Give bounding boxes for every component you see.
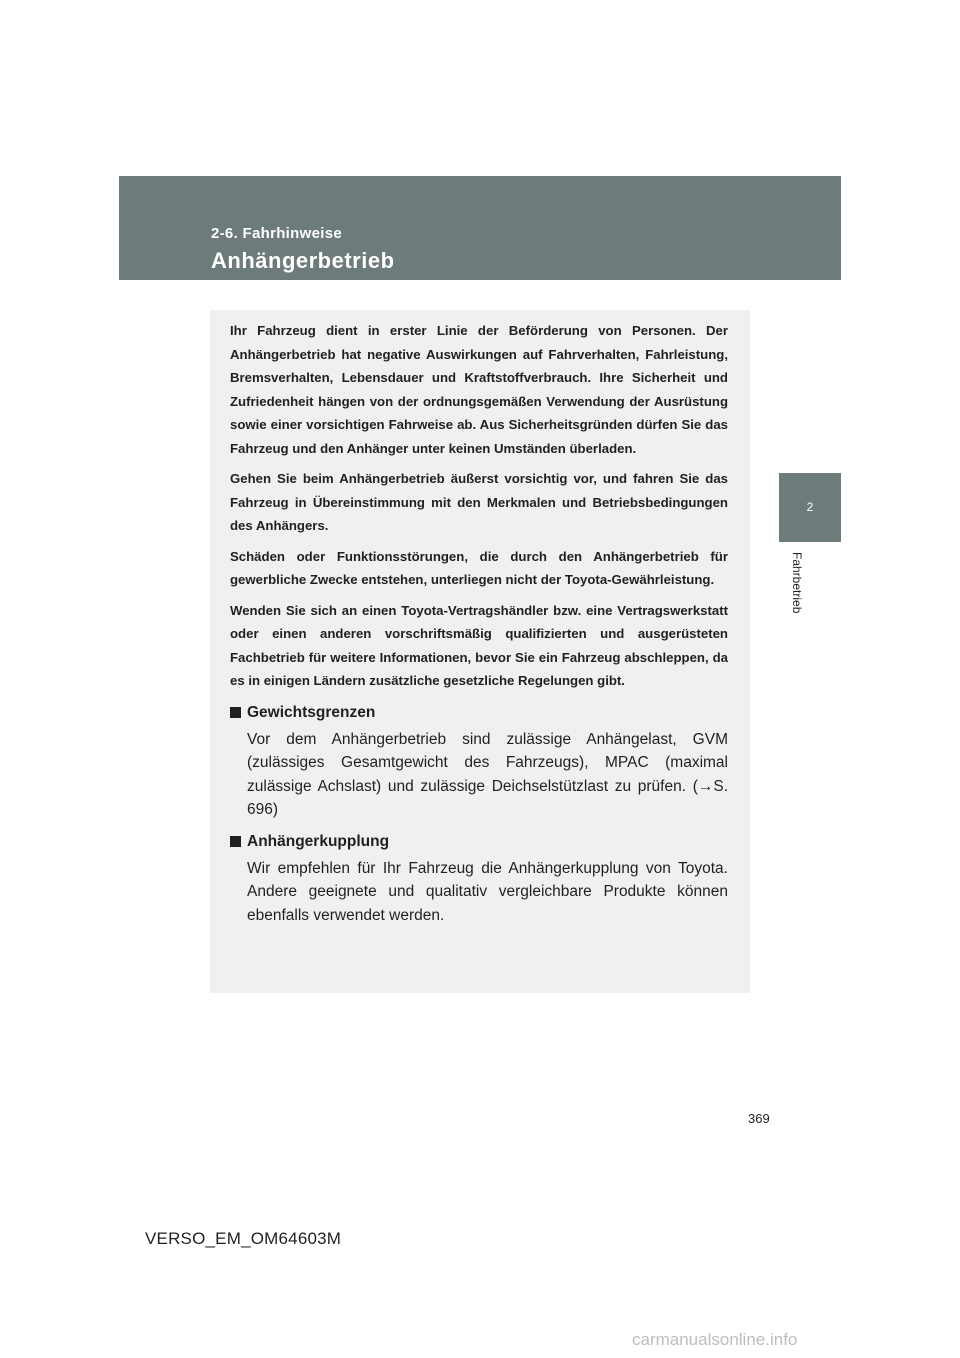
page-title: Anhängerbetrieb	[211, 248, 395, 273]
intro-text	[230, 319, 728, 693]
subsection-heading-text: Gewichtsgrenzen	[247, 703, 376, 721]
square-bullet-icon	[230, 707, 241, 718]
subsection-body: Vor dem Anhängerbetrieb sind zulässige Anhängelast, GVM (zulässiges Gesamtgewicht des Fahrzeugs), MPAC (maximal zulässige Achslast) und zulässige Deichselstützlast zu prüfen. (→S. 696)	[247, 730, 728, 818]
content-box	[210, 310, 750, 993]
subsection-heading	[230, 702, 728, 724]
subsection-weight-limits	[230, 702, 728, 822]
document-code: VERSO_EM_OM64603M	[145, 1229, 342, 1248]
intro-paragraph: Ihr Fahrzeug dient in erster Linie der Beförderung von Personen. Der Anhängerbetrieb hat negative Auswirkungen auf Fahrverhalten, Fahrleistung, Bremsverhalten, Lebensdauer und Kraftstoffverbrauch. Ihre Sicherheit und Zufriedenheit hängen von der ordnungsgemäßen Verwendung der Ausrüstung sowie einer vorsichtigen Fahrweise ab. Aus Sicherheitsgründen dürfen Sie das Fahrzeug und den Anhänger unter keinen Umständen überladen.	[230, 323, 728, 456]
section-label: 2-6. Fahrhinweise	[211, 225, 342, 242]
subsection-heading	[230, 831, 728, 853]
chapter-tab	[779, 473, 841, 542]
page-number: 369	[748, 1111, 770, 1126]
header-band	[119, 176, 841, 280]
watermark: carmanualsonline.info	[632, 1330, 798, 1349]
intro-paragraph: Gehen Sie beim Anhängerbetrieb äußerst vorsichtig vor, und fahren Sie das Fahrzeug in Übereinstimmung mit den Merkmalen und Betriebsbedingungen des Anhängers.	[230, 471, 728, 533]
square-bullet-icon	[230, 836, 241, 847]
subsection-trailer-hitch	[230, 831, 728, 928]
subsection-body: Wir empfehlen für Ihr Fahrzeug die Anhängerkupplung von Toyota. Andere geeignete und qualitativ vergleichbare Produkte können ebenfalls verwendet werden.	[247, 859, 728, 924]
intro-paragraph: Wenden Sie sich an einen Toyota-Vertragshändler bzw. eine Vertragswerkstatt oder einen anderen vorschriftsmäßig qualifizierten und ausgerüsteten Fachbetrieb für weitere Informationen, bevor Sie ein Fahrzeug abschleppen, da es in einigen Ländern zusätzliche gesetzliche Regelungen gibt.	[230, 602, 728, 688]
subsection-heading-text: Anhängerkupplung	[247, 832, 390, 850]
chapter-number: 2	[806, 500, 814, 514]
intro-paragraph: Schäden oder Funktionsstörungen, die durch den Anhängerbetrieb für gewerbliche Zwecke entstehen, unterliegen nicht der Toyota-Gewährleistung.	[230, 548, 728, 587]
chapter-name: Fahrbetrieb	[790, 552, 804, 614]
